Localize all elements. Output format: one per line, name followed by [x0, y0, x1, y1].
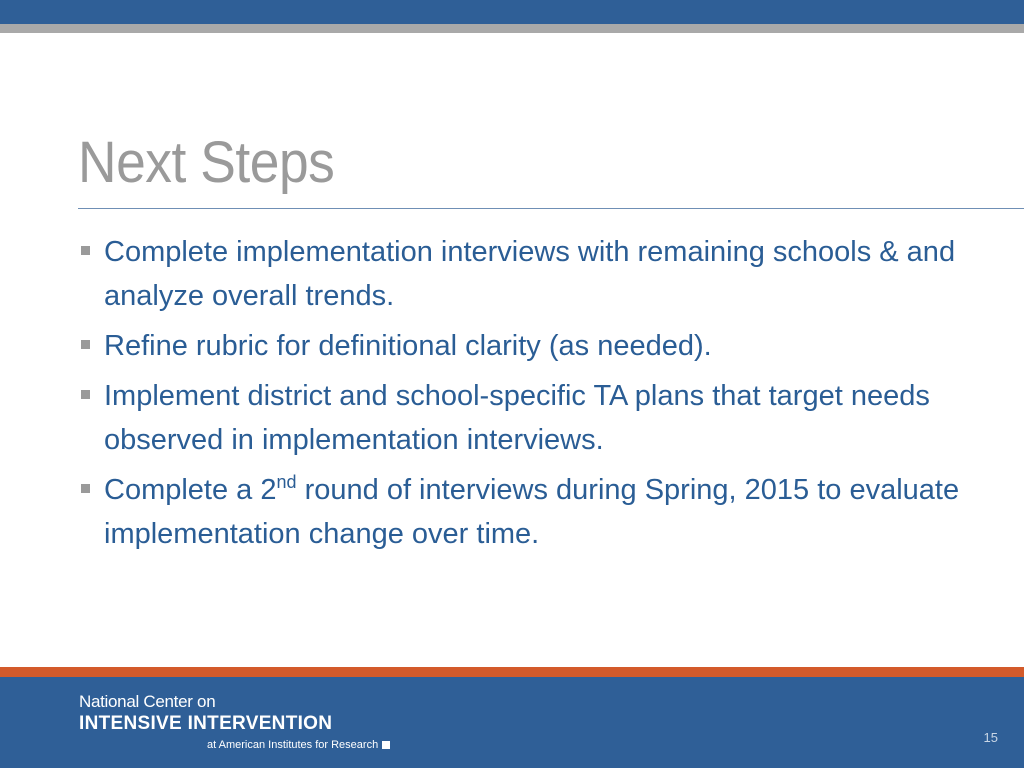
bullet-text-4-before: Complete a 2	[104, 474, 277, 506]
title-divider	[78, 208, 1024, 209]
bullet-item-3	[78, 374, 1008, 462]
logo-line-1: National Center on	[79, 692, 216, 711]
logo-line-2: INTENSIVE INTERVENTION	[79, 713, 333, 734]
page-number: 15	[983, 730, 998, 745]
slide-title: Next Steps	[78, 130, 335, 195]
bullet-text-4-superscript: nd	[276, 472, 297, 492]
bullet-item-2	[78, 324, 1008, 368]
bullet-text-4-after: round of interviews during Spring, 2015 to evaluate implementation change over time.	[104, 474, 960, 550]
square-bullet-icon	[81, 340, 90, 349]
bullet-item-1	[78, 230, 1008, 318]
bullet-text-1: Complete implementation interviews with remaining schools & and analyze overall trends.	[104, 236, 956, 312]
bullet-text-3: Implement district and school-specific TA plans that target needs observed in implementation interviews.	[104, 380, 930, 456]
top-header-bar	[0, 0, 1024, 24]
square-bullet-icon	[81, 246, 90, 255]
ncii-logo	[79, 692, 390, 754]
logo-line-3-wrapper	[207, 736, 390, 754]
air-square-icon	[382, 741, 390, 749]
bullet-list	[78, 230, 1008, 562]
bullet-text-2: Refine rubric for definitional clarity (as needed).	[104, 330, 712, 362]
square-bullet-icon	[81, 390, 90, 399]
top-gray-stripe	[0, 24, 1024, 33]
square-bullet-icon	[81, 484, 90, 493]
logo-line-3: at American Institutes for Research	[207, 739, 379, 751]
footer-bar	[0, 677, 1024, 768]
bullet-item-4	[78, 468, 1008, 556]
footer-orange-stripe	[0, 667, 1024, 677]
